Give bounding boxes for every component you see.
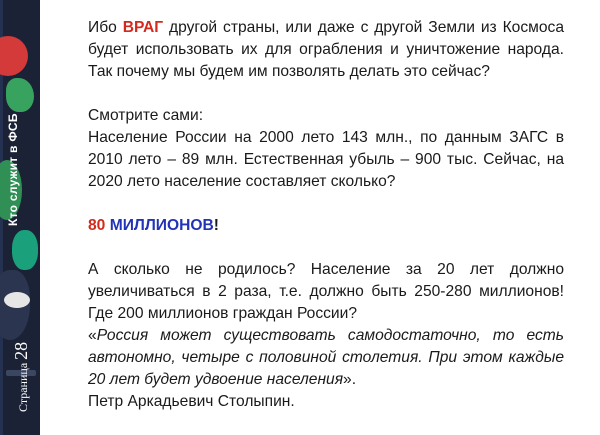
headline-exclamation: ! (213, 217, 219, 234)
paragraph-text: другой страны, или даже с другой Земли из Космоса будет использовать их для ограбления и уничтожение народа. Так почему мы будем им позволять делать это сейчас? (88, 19, 564, 80)
paragraph-quote (88, 325, 564, 391)
paragraph-text: Ибо (88, 19, 123, 36)
sidebar-graphic-red (0, 36, 28, 76)
paragraph-text: А сколько не родилось? Население за 20 лет должно увеличиваться в 2 раза, т.е. должно быть 250-280 миллионов! Где 200 миллионов граждан России? (88, 261, 564, 322)
highlight-enemy: ВРАГ (122, 19, 164, 36)
paragraph-enemy (88, 17, 564, 83)
paragraph-question (88, 259, 564, 325)
paragraph-author (88, 391, 564, 413)
paragraph-text: Население России на 2000 лето 143 млн., по данным ЗАГС в 2010 лето – 89 млн. Естественная убыль – 900 тыс. Сейчас, на 2020 лето население составляет сколько? (88, 129, 564, 190)
paragraph-headline (88, 215, 564, 237)
sidebar-graphic-teal (12, 230, 38, 270)
sidebar-graphic-light (4, 292, 30, 308)
paragraph-population (88, 127, 564, 193)
quote-text: Россия может существовать самодостаточно, то есть автономно, четыре с половиной столетия. При этом каждые 20 лет будет удвоение населения (88, 327, 564, 388)
spacer (88, 237, 564, 259)
sidebar (0, 0, 40, 435)
headline-number: 80 (88, 217, 106, 234)
page-number: 28 (11, 341, 31, 360)
spacer (88, 83, 564, 105)
page-label: Страница (16, 362, 30, 412)
quote-open: « (88, 327, 97, 344)
page-marker (11, 342, 32, 412)
sidebar-graphic-green (6, 78, 34, 112)
quote-author: Петр Аркадьевич Столыпин. (88, 393, 295, 410)
paragraph-look (88, 105, 564, 127)
document-body (88, 17, 564, 413)
headline-word: МИЛЛИОНОВ (109, 217, 214, 234)
spacer (88, 193, 564, 215)
quote-close: ». (343, 371, 357, 388)
sidebar-title: Кто служит в ФСБ (6, 113, 20, 226)
paragraph-text: Смотрите сами: (88, 107, 204, 124)
